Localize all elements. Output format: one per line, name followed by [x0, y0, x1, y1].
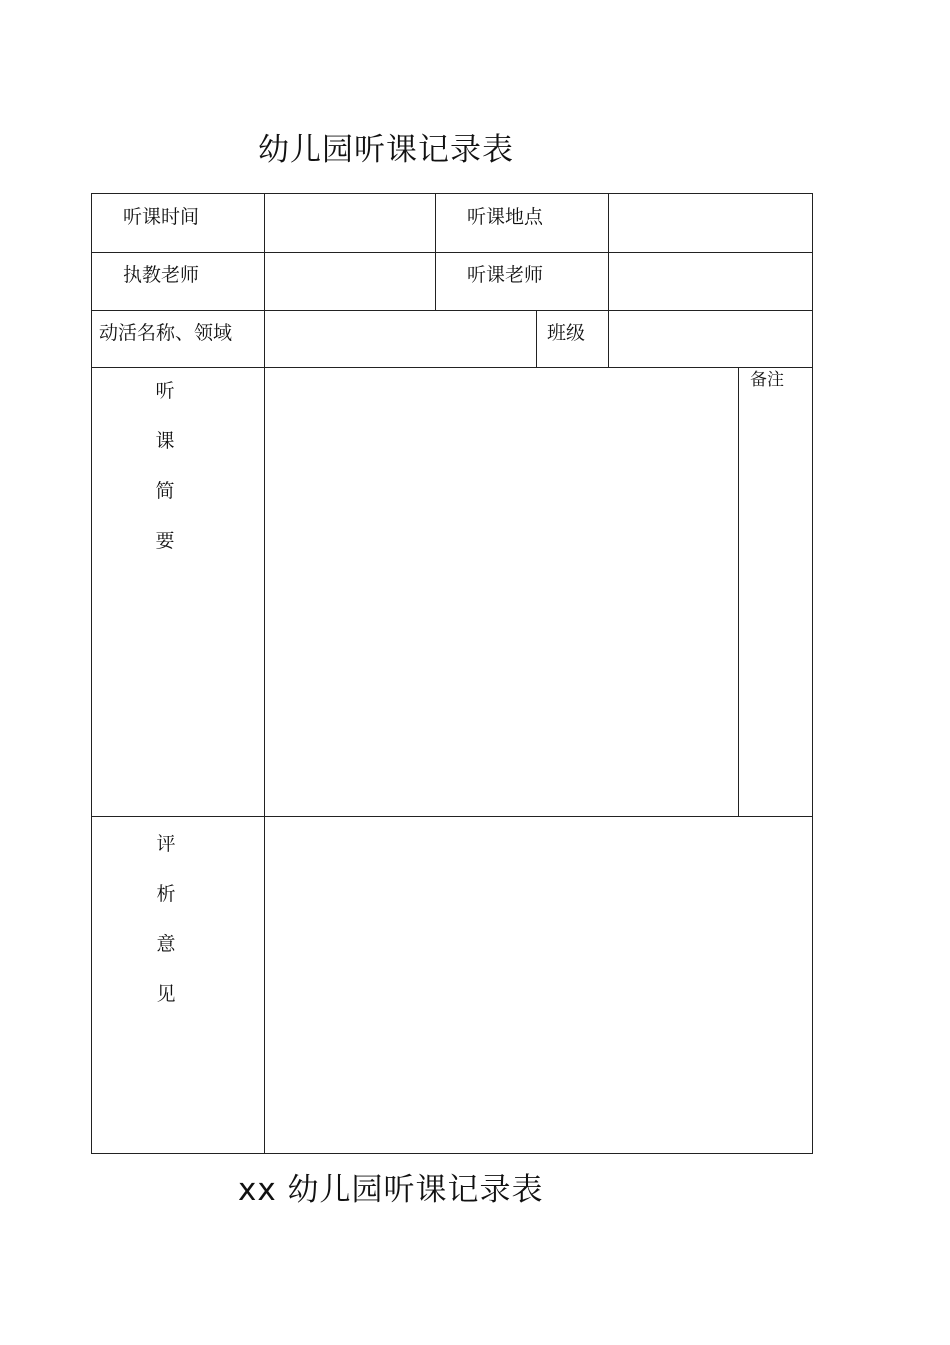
remark-field[interactable] — [739, 394, 812, 816]
remark-label: 备注 — [750, 370, 784, 390]
class-label: 班级 — [547, 322, 586, 344]
summary-label-char: 听 — [155, 380, 175, 402]
observing-teacher-label: 听课老师 — [467, 264, 544, 286]
page-title: 幼儿园听课记录表 — [258, 132, 514, 168]
summary-label — [153, 382, 177, 582]
listen-time-label: 听课时间 — [123, 206, 200, 228]
summary-label-char: 简 — [155, 480, 175, 502]
activity-name-label: 动活名称、领域 — [99, 322, 233, 344]
analysis-label-char: 析 — [156, 883, 176, 905]
observing-teacher-field[interactable] — [609, 253, 812, 310]
summary-label-char: 课 — [155, 430, 175, 452]
class-field[interactable] — [609, 311, 812, 367]
analysis-field[interactable] — [265, 817, 812, 1153]
analysis-label-char: 见 — [156, 983, 176, 1005]
summary-field[interactable] — [265, 368, 738, 816]
summary-label-char: 要 — [155, 530, 175, 552]
footer-title: xx 幼儿园听课记录表 — [238, 1172, 544, 1208]
analysis-label — [154, 835, 178, 1035]
teaching-teacher-label: 执教老师 — [123, 264, 200, 286]
column-divider — [536, 310, 537, 367]
listen-location-field[interactable] — [609, 194, 812, 252]
analysis-label-char: 意 — [156, 933, 176, 955]
activity-name-field[interactable] — [265, 311, 536, 367]
teaching-teacher-field[interactable] — [265, 253, 435, 310]
listen-location-label: 听课地点 — [467, 206, 544, 228]
analysis-label-char: 评 — [156, 833, 176, 855]
column-divider — [435, 194, 436, 310]
observation-form — [91, 193, 813, 1154]
listen-time-field[interactable] — [265, 194, 435, 252]
